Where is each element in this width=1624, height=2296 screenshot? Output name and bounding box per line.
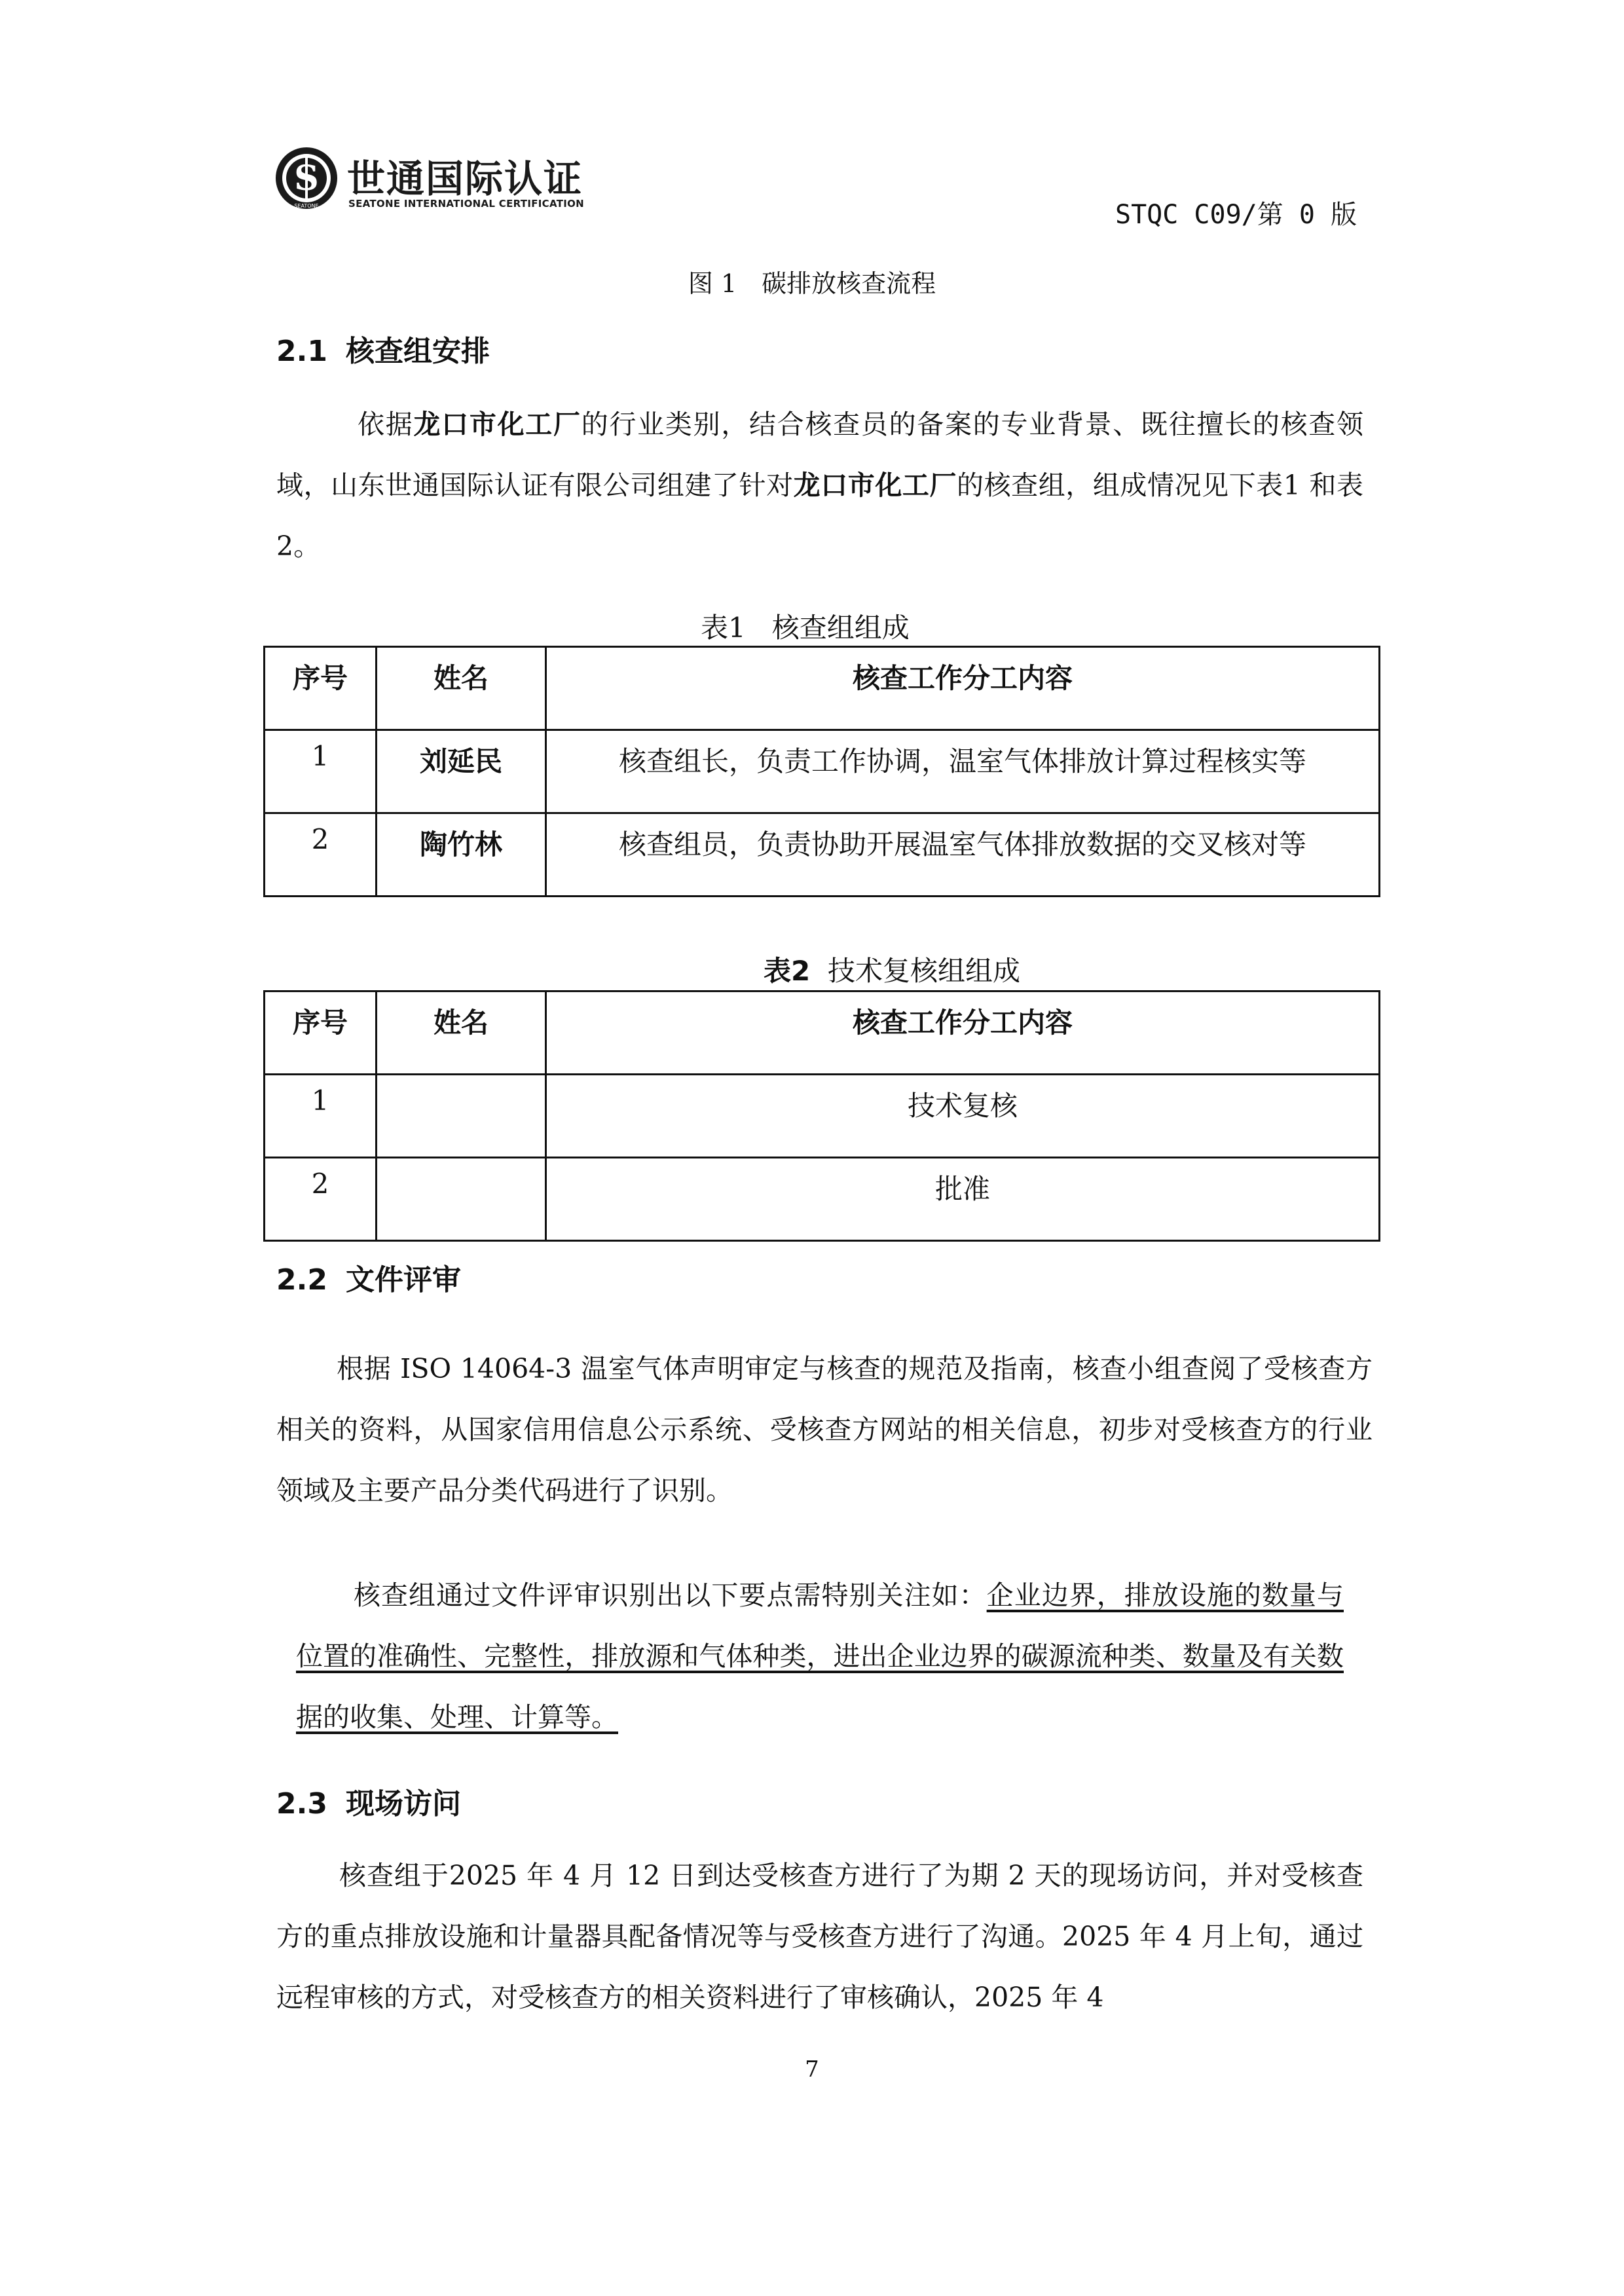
table-row (265, 1158, 1380, 1241)
table-cell: 2 (265, 813, 377, 897)
section-title: 现场访问 (346, 1787, 461, 1821)
figure-caption: 图 1 碳排放核查流程 (688, 269, 936, 298)
svg-text:S: S (294, 158, 319, 198)
underlined-key-points: 企业边界，排放设施的数量与位置的准确性、完整性，排放源和气体种类，进出企业边界的碳源流种类、数量及有关数据的收集、处理、计算等。 (296, 1580, 1344, 1733)
section-2-2-paragraph-2: 核查组通过文件评审识别出以下要点需特别关注如：企业边界，排放设施的数量与位置的准确性、完整性，排放源和气体种类，进出企业边界的碳源流种类、数量及有关数据的收集、处理、计算等。 (296, 1580, 1344, 1733)
client-name: 龙口市化工厂 (793, 470, 957, 501)
table-cell: 核查组长，负责工作协调，温室气体排放计算过程核实等 (546, 730, 1380, 813)
seatone-seal-icon (274, 145, 339, 211)
table-row (265, 730, 1380, 813)
logo-english-text: SEATONE INTERNATIONAL CERTIFICATION (348, 198, 585, 210)
table2 (263, 990, 1380, 1242)
section-title: 核查组安排 (346, 335, 490, 368)
section-2-3-paragraph: 核查组于2025 年 4 月 12 日到达受核查方进行了为期 2 天的现场访问，并对受核查方的重点排放设施和计量器具配备情况等与受核查方进行了沟通。2025 年 4 月上旬，通过远程审核的方式，对受核查方的相关资料进行了审核确认，2025 年 4 (276, 1860, 1363, 2013)
table-header-row (265, 991, 1380, 1075)
table-row (265, 813, 1380, 897)
section-number: 2.1 (276, 335, 327, 368)
column-header: 姓名 (377, 991, 546, 1075)
company-logo (274, 145, 614, 217)
client-name: 龙口市化工厂 (413, 409, 581, 440)
section-heading-2-1 (276, 327, 490, 369)
table-header-row (265, 647, 1380, 730)
logo-chinese-text: 世通国际认证 (347, 157, 583, 201)
column-header: 序号 (265, 991, 377, 1075)
table-cell: 陶竹林 (377, 813, 546, 897)
section-2-2-paragraph-1: 根据 ISO 14064-3 温室气体声明审定与核查的规范及指南，核查小组查阅了受核查方相关的资料，从国家信用信息公示系统、受核查方网站的相关信息，初步对受核查方的行业领域及主要产品分类代码进行了识别。 (276, 1353, 1373, 1506)
table1-caption: 表1 核查组组成 (701, 612, 910, 644)
table-cell: 1 (265, 1075, 377, 1158)
table-cell: 1 (265, 730, 377, 813)
table-cell (377, 1158, 546, 1241)
section-heading-2-2 (276, 1256, 461, 1298)
table-cell (377, 1075, 546, 1158)
section-number: 2.2 (276, 1263, 327, 1297)
svg-text:SEATONE: SEATONE (294, 203, 319, 209)
document-code: STQC C09/第 0 版 (1115, 200, 1357, 230)
section-2-1-paragraph: 依据龙口市化工厂的行业类别，结合核查员的备案的专业背景、既往擅长的核查领域，山东世通国际认证有限公司组建了针对龙口市化工厂的核查组，组成情况见下表1 和表2。 (276, 409, 1364, 562)
section-number: 2.3 (276, 1787, 327, 1821)
page-number: 7 (805, 2056, 819, 2083)
table-cell: 刘延民 (377, 730, 546, 813)
section-title: 文件评审 (346, 1263, 461, 1297)
table-cell: 核查组员，负责协助开展温室气体排放数据的交叉核对等 (546, 813, 1380, 897)
table-cell: 批准 (546, 1158, 1380, 1241)
column-header: 核查工作分工内容 (546, 647, 1380, 730)
table-cell: 技术复核 (546, 1075, 1380, 1158)
column-header: 核查工作分工内容 (546, 991, 1380, 1075)
section-heading-2-3 (276, 1780, 461, 1822)
table2-caption: 表2 技术复核组组成 (764, 955, 1020, 987)
table1 (263, 646, 1380, 897)
table-cell: 2 (265, 1158, 377, 1241)
column-header: 姓名 (377, 647, 546, 730)
column-header: 序号 (265, 647, 377, 730)
table-row (265, 1075, 1380, 1158)
